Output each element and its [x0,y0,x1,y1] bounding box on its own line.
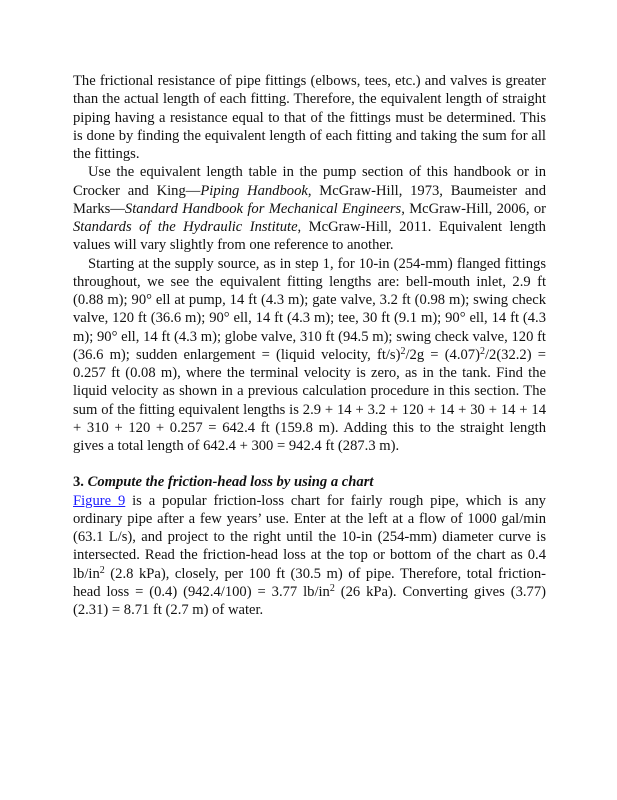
figure-link[interactable]: Figure 9 [73,492,126,509]
text-span: /2g = (4.07) [405,346,480,363]
superscript: 2 [400,345,406,357]
document-page [73,72,546,619]
reference-mechanical-engineers-handbook: Standard Handbook for Mechanical Engineers [124,200,402,217]
text-span: , McGraw-Hill, 1973, Baumeister and Marks— [73,182,546,217]
step-title: Compute the friction-head loss by using a chart [87,474,374,491]
paragraph-fittings-intro: The frictional resistance of pipe fittings (elbows, tees, etc.) and valves is greater than the actual length of each fitting. Therefore, the equivalent length of straight piping having a resistance equal to that of the fittings must be determined. This is done by finding the equivalent length of each fitting and taking the sum for all the fittings. [73,73,546,162]
text-span: (26 kPa). Converting gives (3.77)(2.31) = 8.71 ft (2.7 m) of water. [73,583,546,618]
paragraph-equivalent-length-references [73,163,546,254]
text-span: /2(32.2) = 0.257 ft (0.08 m), where the terminal velocity is zero, as in the tank. Find the liquid velocity as shown in a previous calculation procedure in this section. The sum of the fitting equivalent lengths is 2.9 + 14 + 3.2 + 120 + 14 + 30 + 14 + 14 + 310 + 120 + 0.257 = 642.4 ft (159.8 m). Adding this to the straight length gives a total length of 642.4 + 300 = 942.4 ft (287.3 m). [73,346,546,454]
superscript: 2 [479,345,485,357]
superscript: 2 [99,564,105,576]
text-span: Use the equivalent length table in the pump section of this handbook or in Crocker and King— [73,164,546,199]
reference-hydraulic-institute: Standards of the Hydraulic Institute [73,219,298,235]
text-span: Starting at the supply source, as in step 1, for 10-in (254-mm) flanged fittings throughout, we see the equivalent fitting lengths are: bell-mouth inlet, 2.9 ft (0.88 m); 90° ell at pump, 14 ft (4.3 m); gate valve, 3.2 ft (0.98 m); swing check valve, 120 ft (36.6 m); 90° ell, 14 ft (4.3 m); tee, 30 ft (9.1 m); 90° ell, 14 ft (4.3 m); 90° ell, 14 ft (4.3 m); globe valve, 310 ft (94.5 m); swing check valve, 120 ft (36.6 m); sudden enlargement = (liquid velocity, ft/s) [73,255,546,363]
paragraph-fitting-lengths-calculation [73,255,546,456]
paragraph-friction-loss-chart [73,492,546,620]
text-span: (2.8 kPa), closely, per 100 ft (30.5 m) of pipe. Therefore, total friction-head loss = (0.4) (942.4/100) = 3.77 lb/in [73,565,546,600]
text-span: , McGraw-Hill, 2011. Equivalent length values will vary slightly from one reference to another. [73,219,546,254]
reference-piping-handbook: Piping Handbook [200,182,308,199]
step-heading [73,473,546,491]
step-number: 3. [73,474,84,491]
superscript: 2 [329,582,335,594]
text-span: is a popular friction-loss chart for fairly rough pipe, which is any ordinary pipe after a few years’ use. Enter at the left at a flow of 1000 gal/min (63.1 L/s), and project to the right until the 10-in (254-mm) diameter curve is intersected. Read the friction-head loss at the top or bottom of the chart as 0.4 lb/in [73,492,546,582]
text-span: , McGraw-Hill, 2006, or [401,200,546,217]
